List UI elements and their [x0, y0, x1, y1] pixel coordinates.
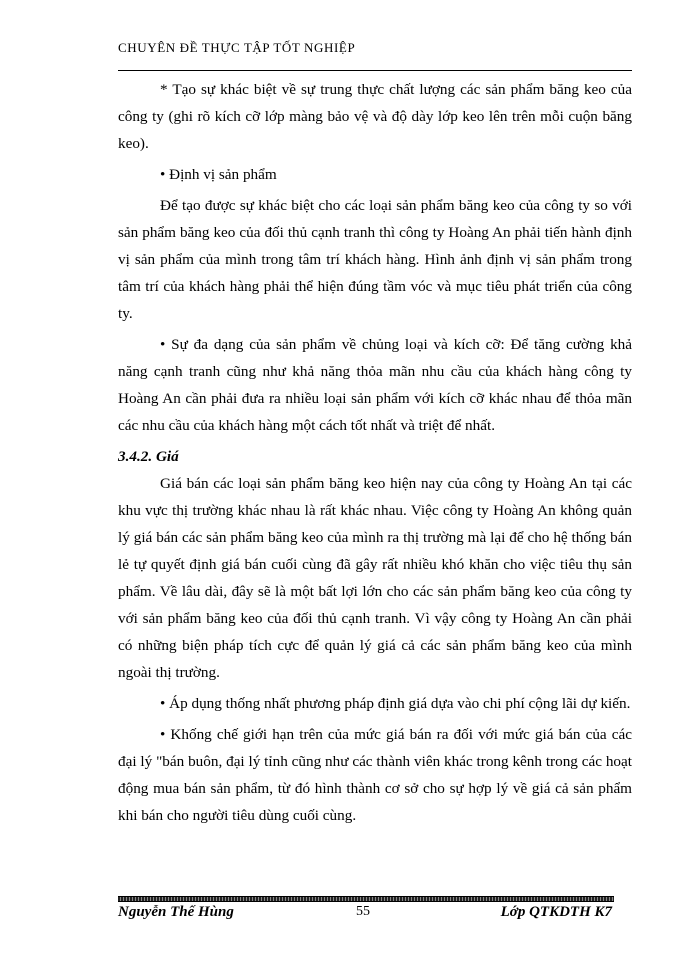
paragraph-positioning: Để tạo được sự khác biệt cho các loại sản phẩm băng keo của công ty so với sản phẩm băng keo của đối thủ cạnh tranh thì công ty Hoàng An phải tiến hành định vị sản phẩm của mình trong tâm trí khách hàng. Hình ảnh định vị sản phẩm trong tâm trí của khách hàng phải thể hiện đúng tầm vóc và mục tiêu phát triển của công ty. [118, 197, 632, 322]
page-header-title: CHUYÊN ĐỀ THỰC TẬP TỐT NGHIỆP [118, 40, 356, 55]
paragraph-quality-differentiation: * Tạo sự khác biệt về sự trung thực chất lượng các sản phẩm băng keo của công ty (ghi rõ kích cỡ lớp màng bảo vệ và độ dày lớp keo lên trên mỗi cuộn băng keo). [118, 81, 632, 152]
section-heading-price: 3.4.2. Giá [118, 448, 179, 465]
footer-author: Nguyễn Thế Hùng [118, 904, 234, 920]
footer-class-name: Lớp QTKDTH K7 [500, 904, 612, 920]
document-body [118, 76, 632, 833]
paragraph-price: Giá bán các loại sản phẩm băng keo hiện nay của công ty Hoàng An tại các khu vực thị trường khác nhau là rất khác nhau. Việc công ty Hoàng An không quản lý giá bán các sản phẩm băng keo của mình ra thị trường mà lại để cho hệ thống bán lẻ tự quyết định giá bán cuối cùng đã gây rất nhiều khó khăn cho việc tiêu thụ sản phẩm. Về lâu dài, đây sẽ là một bất lợi lớn cho các sản phẩm băng keo của công ty với sản phẩm băng keo của đối thủ cạnh tranh. Vì vậy công ty Hoàng An cần phải có những biện pháp tích cực để quản lý giá cả các sản phẩm băng keo của mình ngoài thị trường. [118, 475, 632, 681]
page-number: 55 [356, 904, 370, 919]
bullet-product-diversity: • Sự đa dạng của sản phẩm về chủng loại và kích cỡ: Để tăng cường khả năng cạnh tranh cũng như khả năng thỏa mãn nhu cầu của khách hàng công ty Hoàng An cần phải đưa ra nhiều loại sản phẩm với kích cỡ khác nhau để thỏa mãn các nhu cầu của khách hàng một cách tốt nhất và triệt để nhất. [118, 336, 632, 434]
bullet-price-ceiling: • Khống chế giới hạn trên của mức giá bán ra đối với mức giá bán của các đại lý "bán buôn, đại lý tỉnh cũng như các thành viên khác trong kênh trong các hoạt động mua bán sản phẩm, từ đó hình thành cơ sở cho sự hợp lý về giá cả sản phẩm khi bán cho người tiêu dùng cuối cùng. [118, 726, 632, 824]
footer-rule [118, 896, 614, 902]
bullet-pricing-method: • Áp dụng thống nhất phương pháp định giá dựa vào chi phí cộng lãi dự kiến. [160, 695, 631, 712]
header-rule [118, 70, 632, 71]
bullet-product-positioning: • Định vị sản phẩm [160, 166, 277, 183]
